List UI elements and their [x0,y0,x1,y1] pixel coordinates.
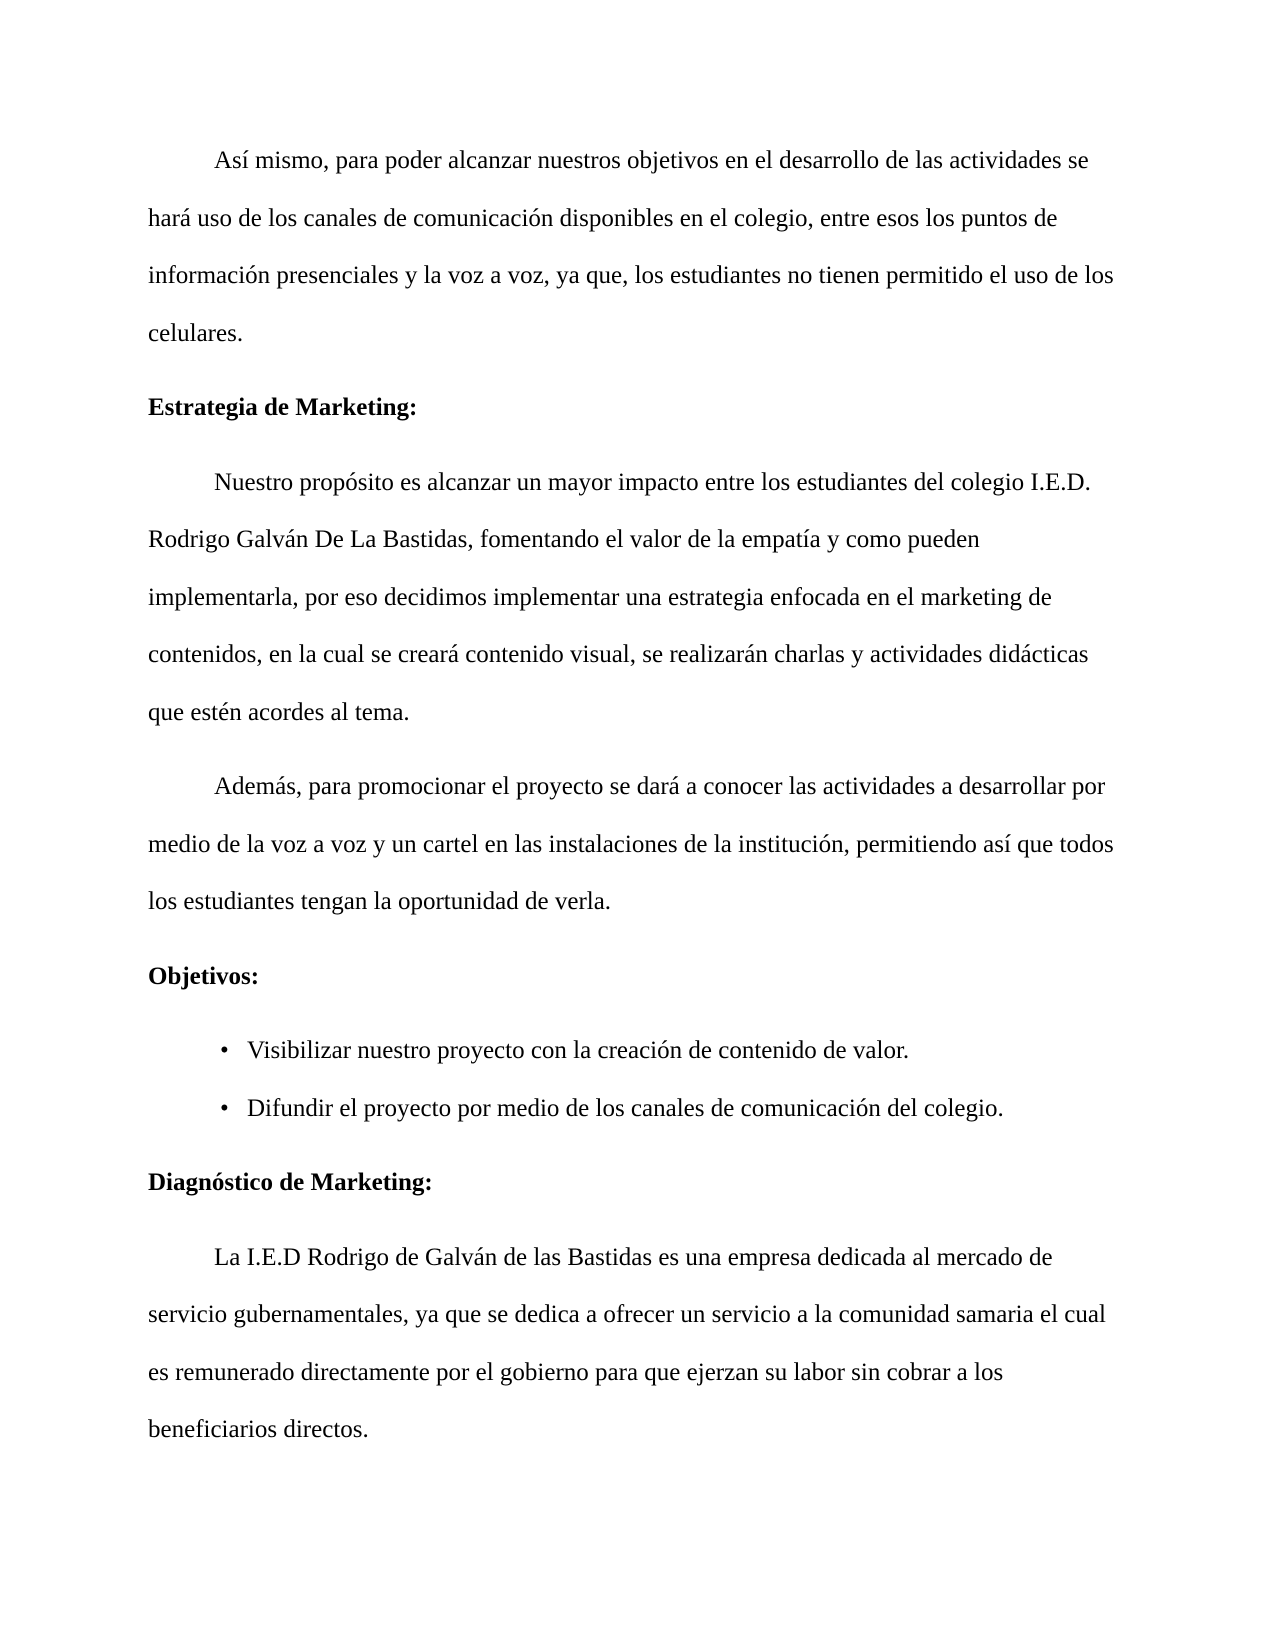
heading-diagnostico-de-marketing: Diagnóstico de Marketing: [148,1169,433,1196]
document-content [148,132,1123,1459]
paragraph-intro: Así mismo, para poder alcanzar nuestros objetivos en el desarrollo de las actividades se hará uso de los canales de comunicación disponibles en el colegio, entre esos los puntos de información presenciales y la voz a voz, ya que, los estudiantes no tienen permitido el uso de los celulares. [148,147,1114,347]
objective-text: Difundir el proyecto por medio de los canales de comunicación del colegio. [247,1094,1004,1122]
heading-estrategia-de-marketing: Estrategia de Marketing: [148,394,418,421]
paragraph-diagnostico: La I.E.D Rodrigo de Galván de las Bastidas es una empresa dedicada al mercado de servicio gubernamentales, ya que se dedica a ofrecer un servicio a la comunidad samaria el cual es remunerado directamente por el gobierno para que ejerzan su labor sin cobrar a los beneficiarios directos. [148,1243,1106,1443]
objective-text: Visibilizar nuestro proyecto con la creación de contenido de valor. [247,1037,910,1064]
bullet-icon: • [220,1094,229,1122]
objective-item [148,1080,1123,1138]
heading-objetivos: Objetivos: [148,962,260,990]
objectives-list [148,1022,1123,1137]
paragraph-estrategia-1: Nuestro propósito es alcanzar un mayor impacto entre los estudiantes del colegio I.E.D. Rodrigo Galván De La Bastidas, fomentando el valor de la empatía y como pueden implementarla, por eso decidimos implementar una estrategia enfocada en el marketing de contenidos, en la cual se creará contenido visual, se realizarán charlas y actividades didácticas que estén acordes al tema. [148,468,1091,726]
bullet-icon: • [220,1037,229,1064]
paragraph-estrategia-2: Además, para promocionar el proyecto se dará a conocer las actividades a desarrollar por medio de la voz a voz y un cartel en las instalaciones de la institución, permitiendo así que todos los estudiantes tengan la oportunidad de verla. [148,773,1114,915]
objective-item [148,1022,1123,1080]
